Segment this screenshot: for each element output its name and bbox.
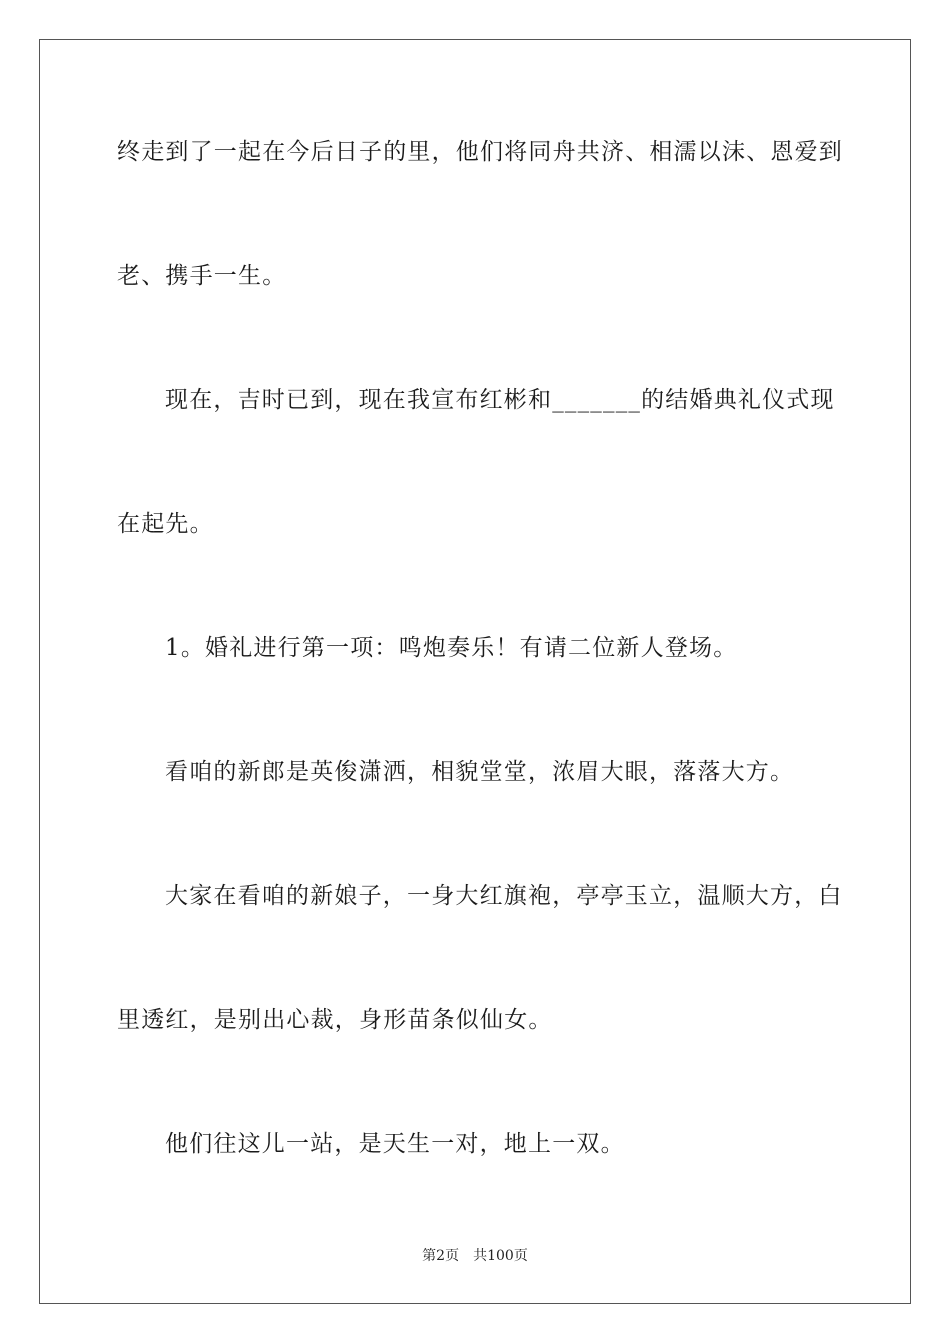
body-line-3: 现在，吉时已到，现在我宣布红彬和_______的结婚典礼仪式现 bbox=[165, 387, 835, 413]
body-line-6: 看咱的新郎是英俊潇洒，相貌堂堂，浓眉大眼，落落大方。 bbox=[165, 759, 795, 785]
page-total: 共100页 bbox=[473, 1248, 528, 1264]
body-line-7: 大家在看咱的新娘子，一身大红旗袍，亭亭玉立，温顺大方，白 bbox=[165, 883, 843, 909]
body-line-5: 1。婚礼进行第一项：鸣炮奏乐！有请二位新人登场。 bbox=[165, 635, 738, 661]
body-line-1: 终走到了一起在今后日子的里，他们将同舟共济、相濡以沫、恩爱到 bbox=[117, 139, 843, 165]
page-footer bbox=[0, 1247, 950, 1265]
body-line-9: 他们往这儿一站，是天生一对，地上一双。 bbox=[165, 1131, 625, 1157]
body-line-8: 里透红，是别出心裁，身形苗条似仙女。 bbox=[117, 1007, 553, 1033]
page-border bbox=[39, 39, 911, 1304]
body-line-4: 在起先。 bbox=[117, 511, 214, 537]
body-line-2: 老、携手一生。 bbox=[117, 263, 287, 289]
page-number: 第2页 bbox=[422, 1248, 460, 1264]
